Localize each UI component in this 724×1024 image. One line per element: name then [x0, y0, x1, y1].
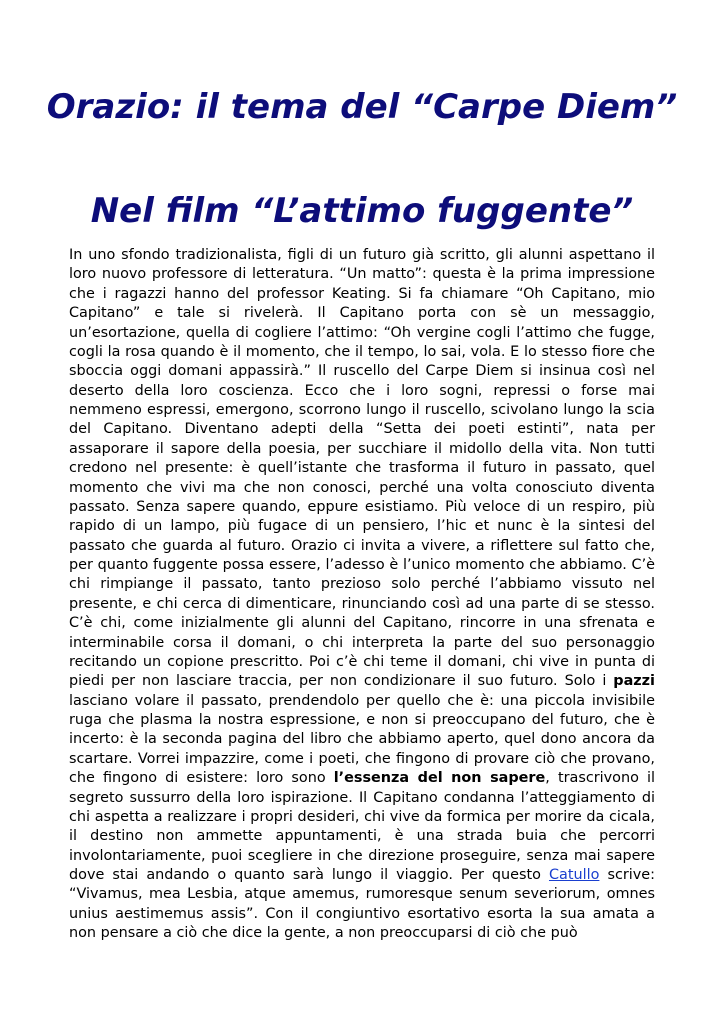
catullo-link[interactable]: Catullo	[548, 867, 600, 883]
paragraph-text: , trascrivono il segreto sussurro della loro ispirazione. Il Capitano condanna l’atteggiamento di chi aspetta a realizzare i propri desideri, chi vive da formica per morire da cicala, il destino non ammette appuntamenti, è una strada buia che percorri involontariamente, puoi scegliere in che direzione proseguire, senza mai sapere dove stai andando o quanto sarà lungo il viaggio. Per questo	[69, 770, 655, 883]
paragraph-text: In uno sfondo tradizionalista, figli di un futuro già scritto, gli alunni aspettano il loro nuovo professore di letteratura. “Un matto”: questa è la prima impressione che i ragazzi hanno del professor Keating. Si fa chiamare “Oh Capitano, mio Capitano” e tale si rivelerà. Il Capitano porta con sè un messaggio, un’esortazione, quella di cogliere l’attimo: “Oh vergine cogli l’attimo che fugge, cogli la rosa quando è il momento, che il tempo, lo sai, vola. E lo stesso fiore che sboccia oggi domani appassirà.” Il ruscello del Carpe Diem si insinua così nel deserto della loro coscienza. Ecco che i loro sogni, repressi o forse mai nemmeno espressi, emergono, scorrono lungo il ruscello, scivolano lungo la scia del Capitano. Diventano adepti della “Setta dei poeti estinti”, nata per assaporare il sapore della poesia, per succhiare il midollo della vita. Non tutti credono nel presente: è quell’istante che trasforma il futuro in passato, quel momento che vivi ma che non conosci, perché una volta conosciuto diventa passato. Senza sapere quando, eppure esistiamo. Più veloce di un respiro, più rapido di un lampo, più fugace di un pensiero, l’hic et nunc è la sintesi del passato che guarda al futuro. Orazio ci invita a vivere, a riflettere sul fatto che, per quanto fuggente possa essere, l’adesso è l’unico momento che abbiamo. C’è chi rimpiange il passato, tanto prezioso solo perché l’abbiamo vissuto nel presente, e chi cerca di dimenticare, rinunciando così ad una parte di se stesso. C’è chi, come inizialmente gli alunni del Capitano, rincorre in una sfrenata e interminabile corsa il domani, o chi interpreta la parte del suo personaggio recitando un copione prescritto. Poi c’è chi teme il domani, chi vive in punta di piedi per non lasciare traccia, per non condizionare il suo futuro. Solo i	[69, 247, 655, 690]
paragraph-text: lasciano volare il passato, prendendolo per quello che è: una piccola invisibile ruga che plasma la nostra espressione, e non si preoccupano del futuro, che è incerto: è la seconda pagina del libro che abbiamo aperto, quel dono ancora da scartare. Vorrei impazzire, come i poeti, che fingono di provare ciò che provano, che fingono di esistere: loro sono	[69, 692, 655, 787]
document-title: Orazio: il tema del “Carpe Diem”	[46, 87, 678, 127]
document-subtitle: Nel film “L’attimo fuggente”	[90, 191, 634, 231]
bold-term-pazzi: pazzi	[613, 673, 655, 690]
paragraph-text: scrive: “Vivamus, mea Lesbia, atque amemus, rumoresque senum severiorum, omnes unius aestimemus assis”. Con il congiuntivo esortativo esorta la sua amata a non pensare a ciò che dice la gente, a non preoccuparsi di ciò che può	[69, 867, 655, 942]
bold-term-essenza: l’essenza del non sapere	[333, 770, 546, 787]
body-paragraph	[69, 246, 655, 944]
